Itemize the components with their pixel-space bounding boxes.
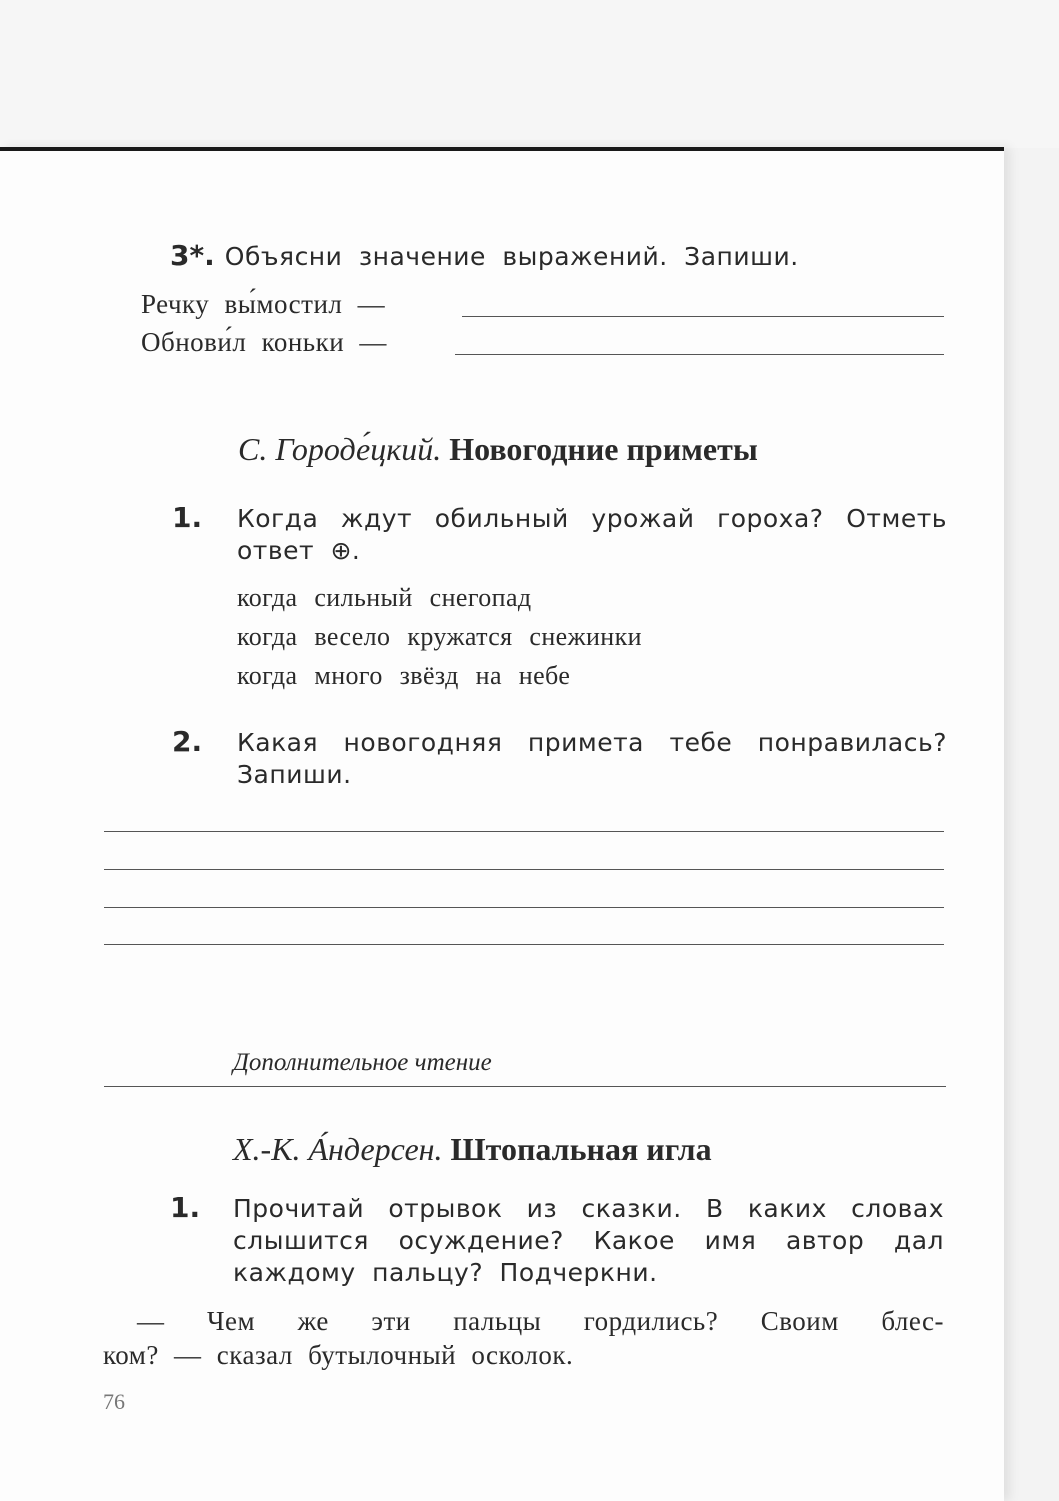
section1-title: Новогодние приметы: [449, 431, 758, 467]
task3-number: 3*.: [170, 239, 215, 272]
scan-background: [0, 0, 1059, 148]
section1-q2-number: 2.: [172, 725, 203, 758]
section1-q2-line1: Какая новогодняя примета тебе понравилась?: [237, 728, 947, 757]
section2-q1-number: 1.: [170, 1191, 201, 1224]
task3-item-1-answer-line[interactable]: [462, 316, 944, 317]
section1-q1-option-3[interactable]: когда много звёзд на небе: [237, 661, 571, 690]
answer-line-3[interactable]: [104, 907, 944, 908]
section1-author: С. Городе́цкий.: [238, 431, 442, 467]
task3-item-2-label: Обнови́л коньки —: [141, 327, 387, 357]
section1-heading: [238, 431, 758, 468]
extra-reading-label: Дополнительное чтение: [233, 1049, 492, 1076]
section1-q2-line2: Запиши.: [237, 760, 352, 789]
task3-instruction: Объясни значение выражений. Запиши.: [224, 242, 799, 271]
task3-item-2-answer-line[interactable]: [455, 354, 944, 355]
task3-header: [170, 239, 799, 272]
excerpt-line-2: ком? — сказал бутылочный осколок.: [103, 1340, 574, 1370]
section2-q1-line2: слышится осуждение? Какое имя автор дал: [233, 1226, 944, 1255]
answer-line-1[interactable]: [104, 831, 944, 832]
section2-heading: [233, 1131, 712, 1168]
section2-title: Штопальная игла: [450, 1131, 712, 1167]
section1-q1-number: 1.: [172, 501, 203, 534]
excerpt-line-1: — Чем же эти пальцы гордились? Своим блес-: [137, 1306, 944, 1336]
answer-line-4[interactable]: [104, 944, 944, 945]
section1-q1-line1: Когда ждут обильный урожай гороха? Отметь: [237, 504, 947, 533]
section2-q1-line3: каждому пальцу? Подчеркни.: [233, 1258, 658, 1287]
workbook-page: [0, 147, 1004, 1501]
section2-q1-line1: Прочитай отрывок из сказки. В каких словах: [233, 1194, 944, 1223]
section1-q1-option-2[interactable]: когда весело кружатся снежинки: [237, 622, 642, 651]
task3-item-1-label: Речку вы́мостил —: [141, 289, 386, 319]
page-number: 76: [103, 1389, 125, 1414]
section1-q1-option-1[interactable]: когда сильный снегопад: [237, 583, 532, 612]
section2-author: Х.-К. А́ндерсен.: [233, 1131, 443, 1167]
section1-q1-line2: ответ ⊕.: [237, 536, 361, 565]
extra-reading-divider: [104, 1086, 946, 1087]
answer-line-2[interactable]: [104, 869, 944, 870]
